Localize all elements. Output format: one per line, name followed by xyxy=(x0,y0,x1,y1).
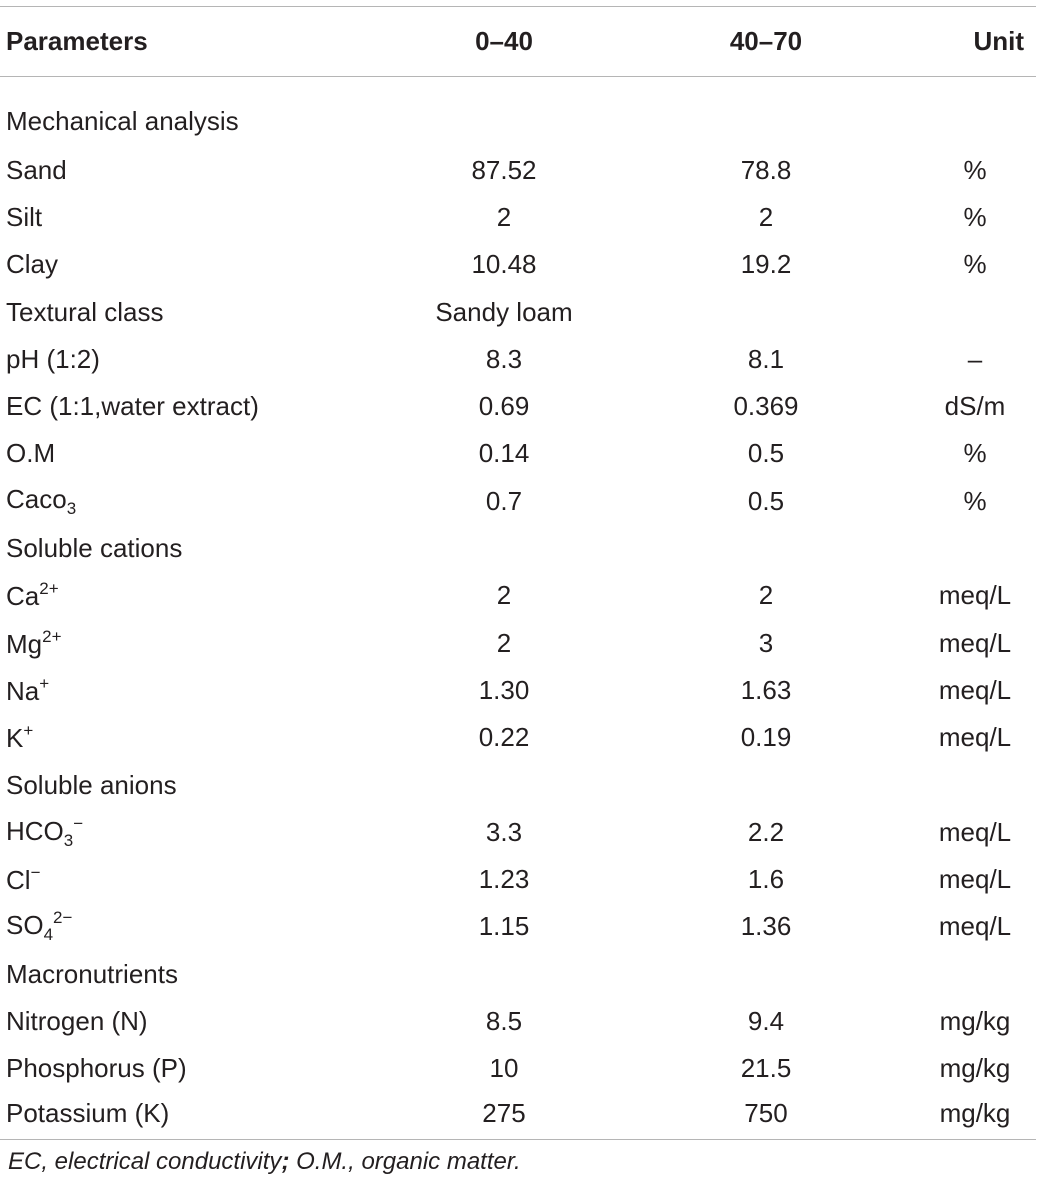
value-40-70-cell: 0.5 xyxy=(747,438,785,469)
parameter-cell xyxy=(0,619,370,666)
table-row xyxy=(0,430,1036,477)
parameter-subscript: 3 xyxy=(66,498,77,518)
unit-cell: dS/m xyxy=(944,391,1006,422)
parameter-superscript: 2+ xyxy=(42,626,62,646)
parameter-cell xyxy=(0,430,370,477)
parameter-cell xyxy=(0,572,370,619)
section-row xyxy=(0,951,1036,998)
unit-cell: % xyxy=(963,201,987,232)
value-40-70-cell: 1.6 xyxy=(747,864,785,895)
parameter-cell xyxy=(0,288,370,335)
unit-cell: % xyxy=(963,154,987,185)
value-0-40-cell: 2 xyxy=(496,580,512,611)
unit-cell: % xyxy=(963,438,987,469)
parameter-cell xyxy=(0,809,370,856)
table-footnote xyxy=(8,1148,521,1176)
section-label: Soluble cations xyxy=(6,533,183,564)
table-row xyxy=(0,619,1036,666)
parameter-superscript: + xyxy=(23,721,34,741)
value-40-70-cell xyxy=(638,288,894,335)
unit-cell: meq/L xyxy=(938,911,1012,942)
value-0-40-cell: 10 xyxy=(489,1053,519,1084)
parameter-label: Textural class xyxy=(6,296,164,327)
parameter-label: SO xyxy=(6,910,44,941)
section-row xyxy=(0,761,1036,808)
table-row xyxy=(0,714,1036,761)
table-row xyxy=(0,667,1036,714)
parameter-cell xyxy=(0,714,370,761)
parameter-superscript: 2+ xyxy=(39,579,59,599)
unit-cell: mg/kg xyxy=(894,1092,1036,1139)
table-row xyxy=(0,856,1036,903)
value-0-40-cell: 8.3 xyxy=(485,343,523,374)
table-row xyxy=(0,572,1036,619)
unit-cell: % xyxy=(963,249,987,280)
value-40-70-cell: 9.4 xyxy=(747,1005,785,1036)
value-40-70-cell: 78.8 xyxy=(740,154,792,185)
table-row xyxy=(0,809,1036,856)
value-40-70-cell: 750 xyxy=(638,1092,894,1139)
value-0-40-cell: 1.30 xyxy=(478,674,530,705)
unit-cell xyxy=(894,288,1036,335)
value-0-40-cell: 87.52 xyxy=(471,154,537,185)
parameter-cell xyxy=(0,147,370,194)
parameter-label: Mg xyxy=(6,628,43,659)
parameter-label: O.M xyxy=(6,438,56,469)
parameter-superscript: + xyxy=(39,673,50,693)
table-row xyxy=(0,998,1036,1045)
header-depth-40-70: 40–70 xyxy=(638,7,894,77)
value-0-40-cell: Sandy loam xyxy=(435,296,573,327)
table-row xyxy=(0,383,1036,430)
parameter-label: Cl xyxy=(6,865,31,896)
value-40-70-cell: 1.36 xyxy=(740,911,792,942)
footnote-ec: EC, electrical conductivity xyxy=(8,1148,282,1175)
table-row xyxy=(0,336,1036,383)
soil-properties-table xyxy=(0,6,1036,1140)
parameter-cell xyxy=(0,998,370,1045)
unit-cell: meq/L xyxy=(938,674,1012,705)
parameter-cell xyxy=(0,1045,370,1092)
unit-cell: mg/kg xyxy=(939,1005,1011,1036)
unit-cell: % xyxy=(963,485,987,516)
parameter-label: Caco xyxy=(6,483,67,514)
header-unit: Unit xyxy=(894,7,1036,77)
parameter-cell xyxy=(0,667,370,714)
parameter-cell xyxy=(0,194,370,241)
parameter-label: Nitrogen (N) xyxy=(6,1005,148,1036)
parameter-label: Silt xyxy=(6,201,43,232)
section-label: Macronutrients xyxy=(6,958,178,989)
value-40-70-cell: 0.5 xyxy=(747,485,785,516)
value-40-70-cell: 21.5 xyxy=(740,1053,792,1084)
table-body xyxy=(0,77,1036,1140)
parameter-cell xyxy=(0,903,370,950)
parameter-label: Potassium (K) xyxy=(6,1098,170,1129)
parameter-cell xyxy=(0,383,370,430)
parameter-subscript: 3 xyxy=(63,830,74,850)
unit-cell: meq/L xyxy=(938,627,1012,658)
parameter-cell xyxy=(0,856,370,903)
value-0-40-cell: 0.69 xyxy=(478,391,530,422)
parameter-label: pH (1:2) xyxy=(6,343,100,374)
table-header-row xyxy=(0,7,1036,77)
value-0-40-cell: 2 xyxy=(496,201,512,232)
parameter-label: Na xyxy=(6,675,40,706)
parameter-label: K xyxy=(6,723,24,754)
parameter-superscript: − xyxy=(30,863,41,883)
table-row xyxy=(0,147,1036,194)
section-row xyxy=(0,525,1036,572)
footnote-om: O.M., organic matter. xyxy=(289,1148,521,1175)
parameter-label: EC (1:1,water extract) xyxy=(6,391,259,422)
parameter-cell xyxy=(0,336,370,383)
table-row xyxy=(0,194,1036,241)
parameter-superscript: − xyxy=(73,813,84,833)
value-40-70-cell: 1.63 xyxy=(740,674,792,705)
table-row xyxy=(0,478,1036,525)
parameter-label: Ca xyxy=(6,581,40,612)
parameter-label: Sand xyxy=(6,154,67,185)
value-0-40-cell: 0.7 xyxy=(485,485,523,516)
value-40-70-cell: 3 xyxy=(758,627,774,658)
parameter-cell xyxy=(0,1092,370,1139)
header-parameters: Parameters xyxy=(0,7,370,77)
value-0-40-cell: 275 xyxy=(370,1092,638,1139)
parameter-cell xyxy=(0,241,370,288)
unit-cell: meq/L xyxy=(938,580,1012,611)
value-40-70-cell: 2 xyxy=(758,201,774,232)
section-label: Soluble anions xyxy=(6,769,177,800)
parameter-cell xyxy=(0,478,370,525)
table-row xyxy=(0,288,1036,335)
value-0-40-cell: 10.48 xyxy=(471,249,537,280)
value-0-40-cell: 1.23 xyxy=(478,864,530,895)
value-0-40-cell: 8.5 xyxy=(485,1005,523,1036)
value-0-40-cell: 0.14 xyxy=(478,438,530,469)
table-row xyxy=(0,1045,1036,1092)
parameter-subscript: 4 xyxy=(43,925,54,945)
value-0-40-cell: 2 xyxy=(496,627,512,658)
header-depth-0-40: 0–40 xyxy=(370,7,638,77)
value-40-70-cell: 0.369 xyxy=(733,391,799,422)
table-row xyxy=(0,1092,1036,1139)
value-40-70-cell: 2 xyxy=(758,580,774,611)
parameter-label: Phosphorus (P) xyxy=(6,1053,187,1084)
unit-cell: meq/L xyxy=(938,816,1012,847)
unit-cell: – xyxy=(967,343,983,374)
parameter-label: Clay xyxy=(6,249,59,280)
unit-cell: mg/kg xyxy=(939,1053,1011,1084)
parameter-superscript: 2− xyxy=(53,908,73,928)
unit-cell: meq/L xyxy=(938,722,1012,753)
value-40-70-cell: 8.1 xyxy=(747,343,785,374)
parameter-label: HCO xyxy=(6,815,64,846)
value-40-70-cell: 2.2 xyxy=(747,816,785,847)
table-row xyxy=(0,241,1036,288)
footnote-separator: ; xyxy=(281,1148,290,1175)
section-label: Mechanical analysis xyxy=(6,105,239,136)
value-0-40-cell: 0.22 xyxy=(478,722,530,753)
section-row xyxy=(0,77,1036,147)
value-0-40-cell: 1.15 xyxy=(478,911,530,942)
value-40-70-cell: 0.19 xyxy=(740,722,792,753)
value-0-40-cell: 3.3 xyxy=(485,816,523,847)
value-40-70-cell: 19.2 xyxy=(740,249,792,280)
unit-cell: meq/L xyxy=(938,864,1012,895)
table-row xyxy=(0,903,1036,950)
